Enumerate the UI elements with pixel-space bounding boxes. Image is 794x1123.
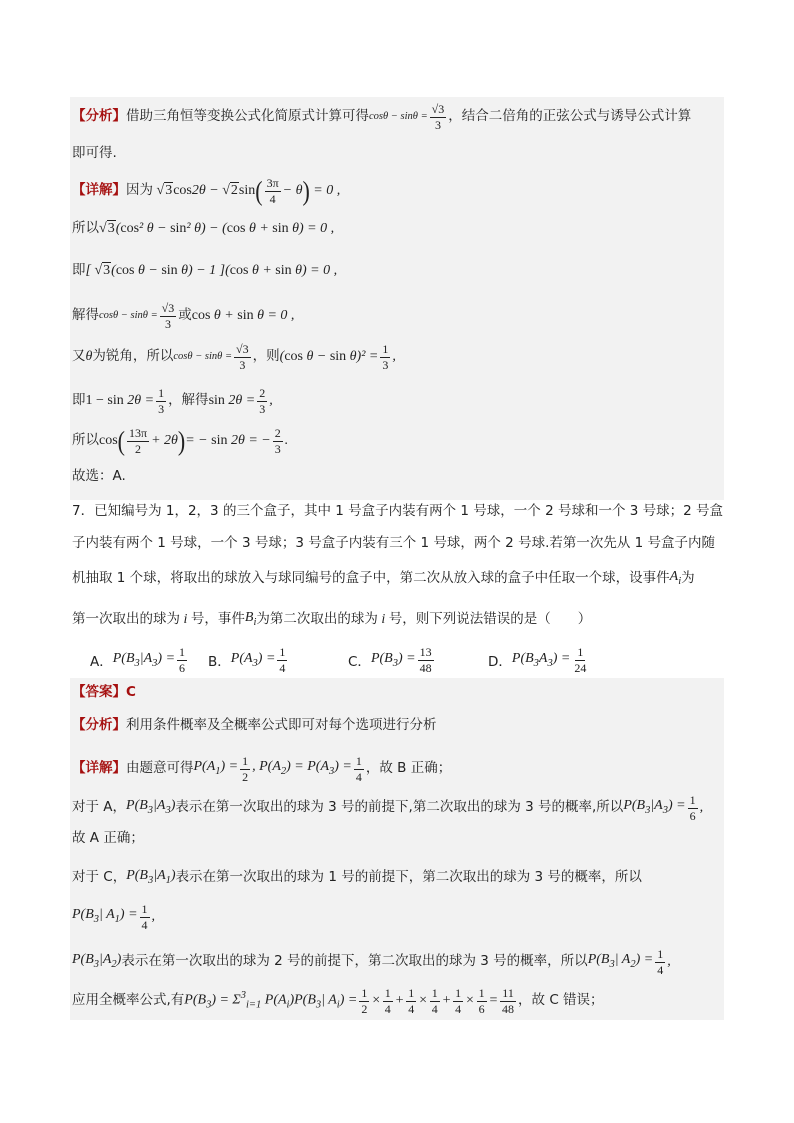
option-b: B． $P(A_3)$ = $\frac{1}{4}$ [208, 645, 286, 675]
analysis-text: 即可得. [72, 145, 117, 161]
analysis-text: ，结合二倍角的正弦公式与诱导公式计算 [448, 108, 692, 125]
detail-text: 即 [72, 392, 86, 409]
question-text: 子内装有两个 1 号球，一个 3 号球；3 号盒子内装有三个 1 号球，两个 2 号球.若第一次先从 1 号盒子内随 [72, 535, 716, 551]
detail-answer [72, 470, 126, 484]
detail-text: 解得 [72, 307, 99, 324]
detail-line [72, 832, 144, 846]
detail-text: 应用全概率公式,有 [72, 992, 185, 1009]
answer-value: C [126, 684, 136, 700]
analysis-line [72, 719, 437, 733]
detail-line: $P(B_3|$ $A_1$) = $\frac{1}{4}$ , [72, 902, 156, 932]
question-line [72, 537, 715, 551]
detail-text: ，故 C 错误； [518, 992, 604, 1009]
detail-text: 故 A 正确； [72, 830, 144, 846]
detail-tag: 【详解】 [72, 182, 126, 199]
answer-line [72, 686, 136, 700]
detail-text: 又 [72, 348, 86, 365]
detail-line: $P(B_3|A_2)$ 表示在第一次取出的球为 2 号的前提下，第二次取出的球为 3 号的概率，所以 $P(B_3|$ $A_2$) = $\frac{1}{4}$ , [72, 947, 671, 977]
detail-line: 应用全概率公式,有 $P(B_3) = \Sigma^3_{i=1}$ $P(A_i)P(B_3|$ $A_i$) = $\frac{1}{2}$ × $\frac{1}{4}$ + $\frac{1}{4}$ × $\frac{1}{4}$ + $\frac{1}{4}$ × $\frac{1}{6}$ = $\frac{11}{48}$ ，故 C 错误； [72, 986, 604, 1016]
question-text: 号，则下列说法错误的是（ ） [388, 610, 592, 627]
detail-text: ，则 [252, 348, 280, 365]
question-text: 7．已知编号为 1，2，3 的三个盒子，其中 1 号盒子内装有两个 1 号球，一个 2 号球和一个 3 号球；2 号盒 [72, 503, 724, 519]
detail-line: 【详解】 因为 √3cos2θ − √2sin ( $\frac{3\pi}{4}$ − θ ) = 0 , [72, 174, 341, 207]
question-text: 第一次取出的球为 [72, 610, 180, 627]
detail-line: 【详解】 由题意可得 $P(A_1)$ = $\frac{1}{2}$ , $P(A_2) = P(A_3)$ = $\frac{1}{4}$ ，故 B 正确； [72, 754, 452, 784]
question-text: 为第二次取出的球为 [256, 610, 378, 627]
detail-text: 表示在第一次取出的球为 1 号的前提下，第二次取出的球为 3 号的概率，所以 [175, 868, 642, 885]
detail-line: 对于 A， $P(B_3|A_3)$ 表示在第一次取出的球为 3 号的前提下,第二次取出的球为 3 号的概率,所以 $P(B_3|A_3)$ = $\frac{1}{6}$ , [72, 793, 704, 823]
detail-line: 又 θ 为锐角，所以 cosθ − sinθ = $\frac{√3}{3}$ ，则 (cos θ − sin θ)² = $\frac{1}{3}$ , [72, 342, 396, 372]
detail-line: 解得 cosθ − sinθ = $\frac{√3}{3}$ 或 cos θ + sin θ = 0 , [72, 301, 295, 331]
analysis-text: 借助三角恒等变换公式化简原式计算可得 [126, 108, 369, 125]
detail-text: 因为 [126, 182, 153, 199]
option-label: B． [208, 654, 231, 671]
detail-text: 对于 C， [72, 868, 127, 885]
analysis-tag: 【分析】 [72, 717, 126, 733]
analysis-tag: 【分析】 [72, 108, 126, 125]
answer-tag: 【答案】 [72, 684, 126, 700]
detail-text: 所以 [72, 220, 99, 237]
detail-text: 表示在第一次取出的球为 3 号的前提下,第二次取出的球为 3 号的概率,所以 [175, 799, 624, 816]
option-label: C． [348, 654, 371, 671]
question-text: 号，事件 [190, 610, 245, 627]
detail-text: 或 [178, 307, 192, 324]
question-line [72, 505, 723, 519]
question-line: 第一次取出的球为 i 号，事件 $B_i$ 为第二次取出的球为 i 号，则下列说法错误的是（ ） [72, 610, 592, 628]
detail-text: ，解得 [168, 392, 209, 409]
option-c: C． $P(B_3)$ = $\frac{13}{48}$ [348, 645, 432, 675]
question-text: 机抽取 1 个球，将取出的球放入与球同编号的盒子中，第二次从放入球的盒子中任取一个球，设事件 [72, 569, 670, 586]
detail-text: ，故 B 正确； [365, 760, 452, 777]
analysis-line: 【分析】 借助三角恒等变换公式化简原式计算可得 cosθ − sinθ = $\frac{√3}{3}$ ，结合二倍角的正弦公式与诱导公式计算 [72, 102, 692, 132]
detail-text: 由题意可得 [126, 760, 194, 777]
detail-text: 对于 A， [72, 799, 127, 816]
answer-text: 故选：A. [72, 468, 126, 484]
detail-text: 所以 [72, 432, 99, 449]
question-text: 为 [681, 569, 695, 586]
analysis-line [72, 147, 117, 161]
detail-text: 为锐角，所以 [92, 348, 174, 365]
analysis-text: 利用条件概率及全概率公式即可对每个选项进行分析 [126, 717, 437, 733]
question-line: 机抽取 1 个球，将取出的球放入与球同编号的盒子中，第二次从放入球的盒子中任取一个球，设事件 $A_i$ 为 [72, 569, 695, 587]
detail-line: 即 1 − sin 2θ = $\frac{1}{3}$ ，解得 sin 2θ = $\frac{2}{3}$ , [72, 386, 273, 416]
option-label: A． [90, 654, 113, 671]
option-d: D． $P(B_3A_3)$ = $\frac{1}{24}$ [488, 645, 587, 675]
detail-line: 所以 √3(cos² θ − sin² θ) − (cos θ + sin θ) = 0 , [72, 220, 335, 237]
detail-tag: 【详解】 [72, 760, 126, 777]
detail-line: 即 [ √3(cos θ − sin θ) − 1 ](cos θ + sin θ) = 0 , [72, 262, 338, 279]
detail-text: 即 [72, 262, 86, 279]
detail-line: 所以 cos ( $\frac{13\pi}{2}$ + 2θ ) = − sin 2θ = − $\frac{2}{3}$ . [72, 424, 289, 457]
detail-text: 表示在第一次取出的球为 2 号的前提下，第二次取出的球为 3 号的概率，所以 [121, 953, 588, 970]
option-label: D． [488, 654, 512, 671]
detail-line: 对于 C， $P(B_3|A_1)$ 表示在第一次取出的球为 1 号的前提下，第二次取出的球为 3 号的概率，所以 [72, 868, 642, 886]
option-a: A． $P(B_3|A_3)$ = $\frac{1}{6}$ [90, 645, 186, 675]
